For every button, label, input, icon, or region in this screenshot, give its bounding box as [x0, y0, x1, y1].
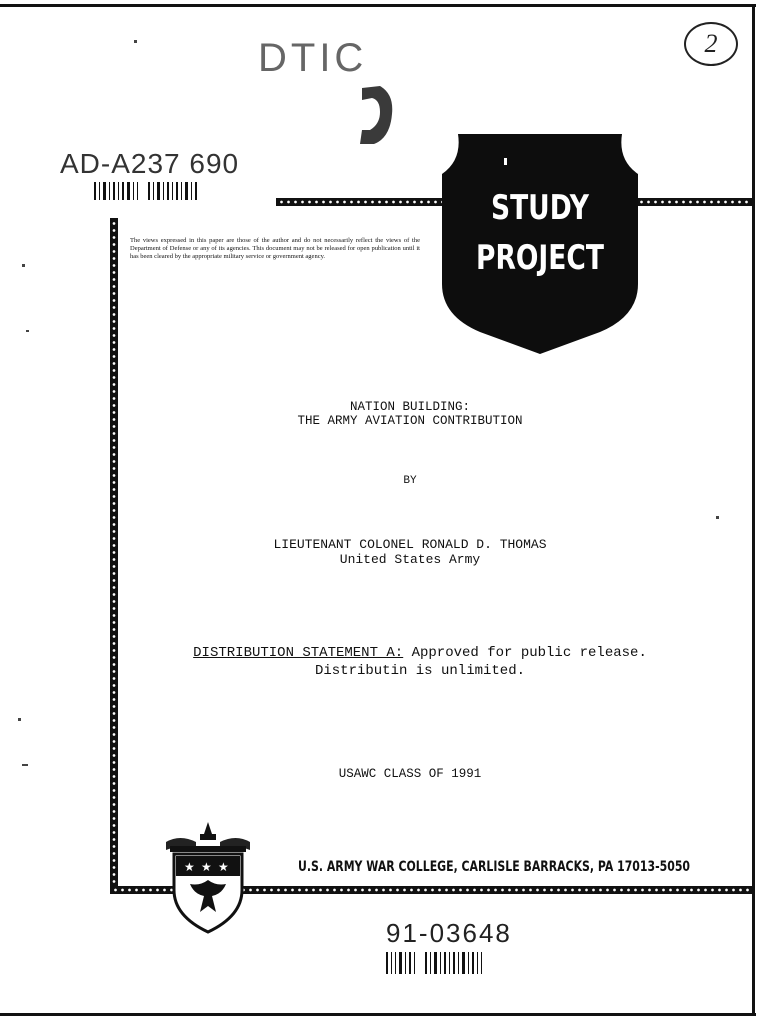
page-border-top	[0, 4, 756, 7]
scan-mark	[26, 330, 29, 332]
circled-number-stamp: 2	[684, 22, 738, 66]
dtic-stamp-mark	[350, 80, 400, 150]
distribution-text-2: Distributin is unlimited.	[314, 663, 526, 679]
svg-text:★: ★	[218, 860, 229, 874]
scan-mark	[22, 764, 28, 766]
scan-mark	[22, 264, 25, 267]
distribution-statement	[140, 644, 700, 680]
scan-mark	[18, 718, 21, 721]
shield-label-project: PROJECT	[476, 238, 604, 278]
disclaimer-text: The views expressed in this paper are those of the author and do not necessarily reflect the views of the Department of Defense or any of its agencies. This document may not be released for open publication until it has been cleared by the appropriate military service or government agency.	[130, 237, 420, 261]
distribution-label: DISTRIBUTION STATEMENT A:	[193, 645, 404, 661]
page-border-bottom	[0, 1013, 756, 1016]
scan-mark	[716, 516, 719, 519]
author-name: LIEUTENANT COLONEL RONALD D. THOMAS	[273, 537, 547, 552]
frame-bottom-bar-right	[238, 886, 752, 894]
by-label: BY	[403, 475, 417, 487]
document-number: 91-03648	[386, 918, 512, 948]
accession-number: AD-A237 690	[60, 148, 240, 179]
page-border-right	[752, 4, 755, 1016]
distribution-text-1: Approved for public release.	[403, 645, 647, 661]
barcode-bottom	[386, 952, 482, 974]
svg-text:★: ★	[201, 860, 212, 874]
dtic-stamp: DTIC	[258, 36, 368, 80]
author-service: United States Army	[339, 552, 481, 567]
title-line-1: NATION BUILDING:	[349, 400, 471, 414]
army-war-college-emblem	[160, 820, 256, 938]
title-line-2: THE ARMY AVIATION CONTRIBUTION	[297, 414, 523, 428]
shield-label-study: STUDY	[490, 188, 590, 228]
barcode-top	[94, 182, 197, 200]
frame-top-bar-left	[276, 198, 458, 206]
class-line: USAWC CLASS OF 1991	[338, 767, 482, 781]
scan-mark	[134, 40, 137, 43]
svg-text:★: ★	[184, 860, 195, 874]
college-address: U.S. ARMY WAR COLLEGE, CARLISLE BARRACKS, PA 17013-5050	[298, 859, 691, 875]
frame-top-bar-right	[622, 198, 752, 206]
